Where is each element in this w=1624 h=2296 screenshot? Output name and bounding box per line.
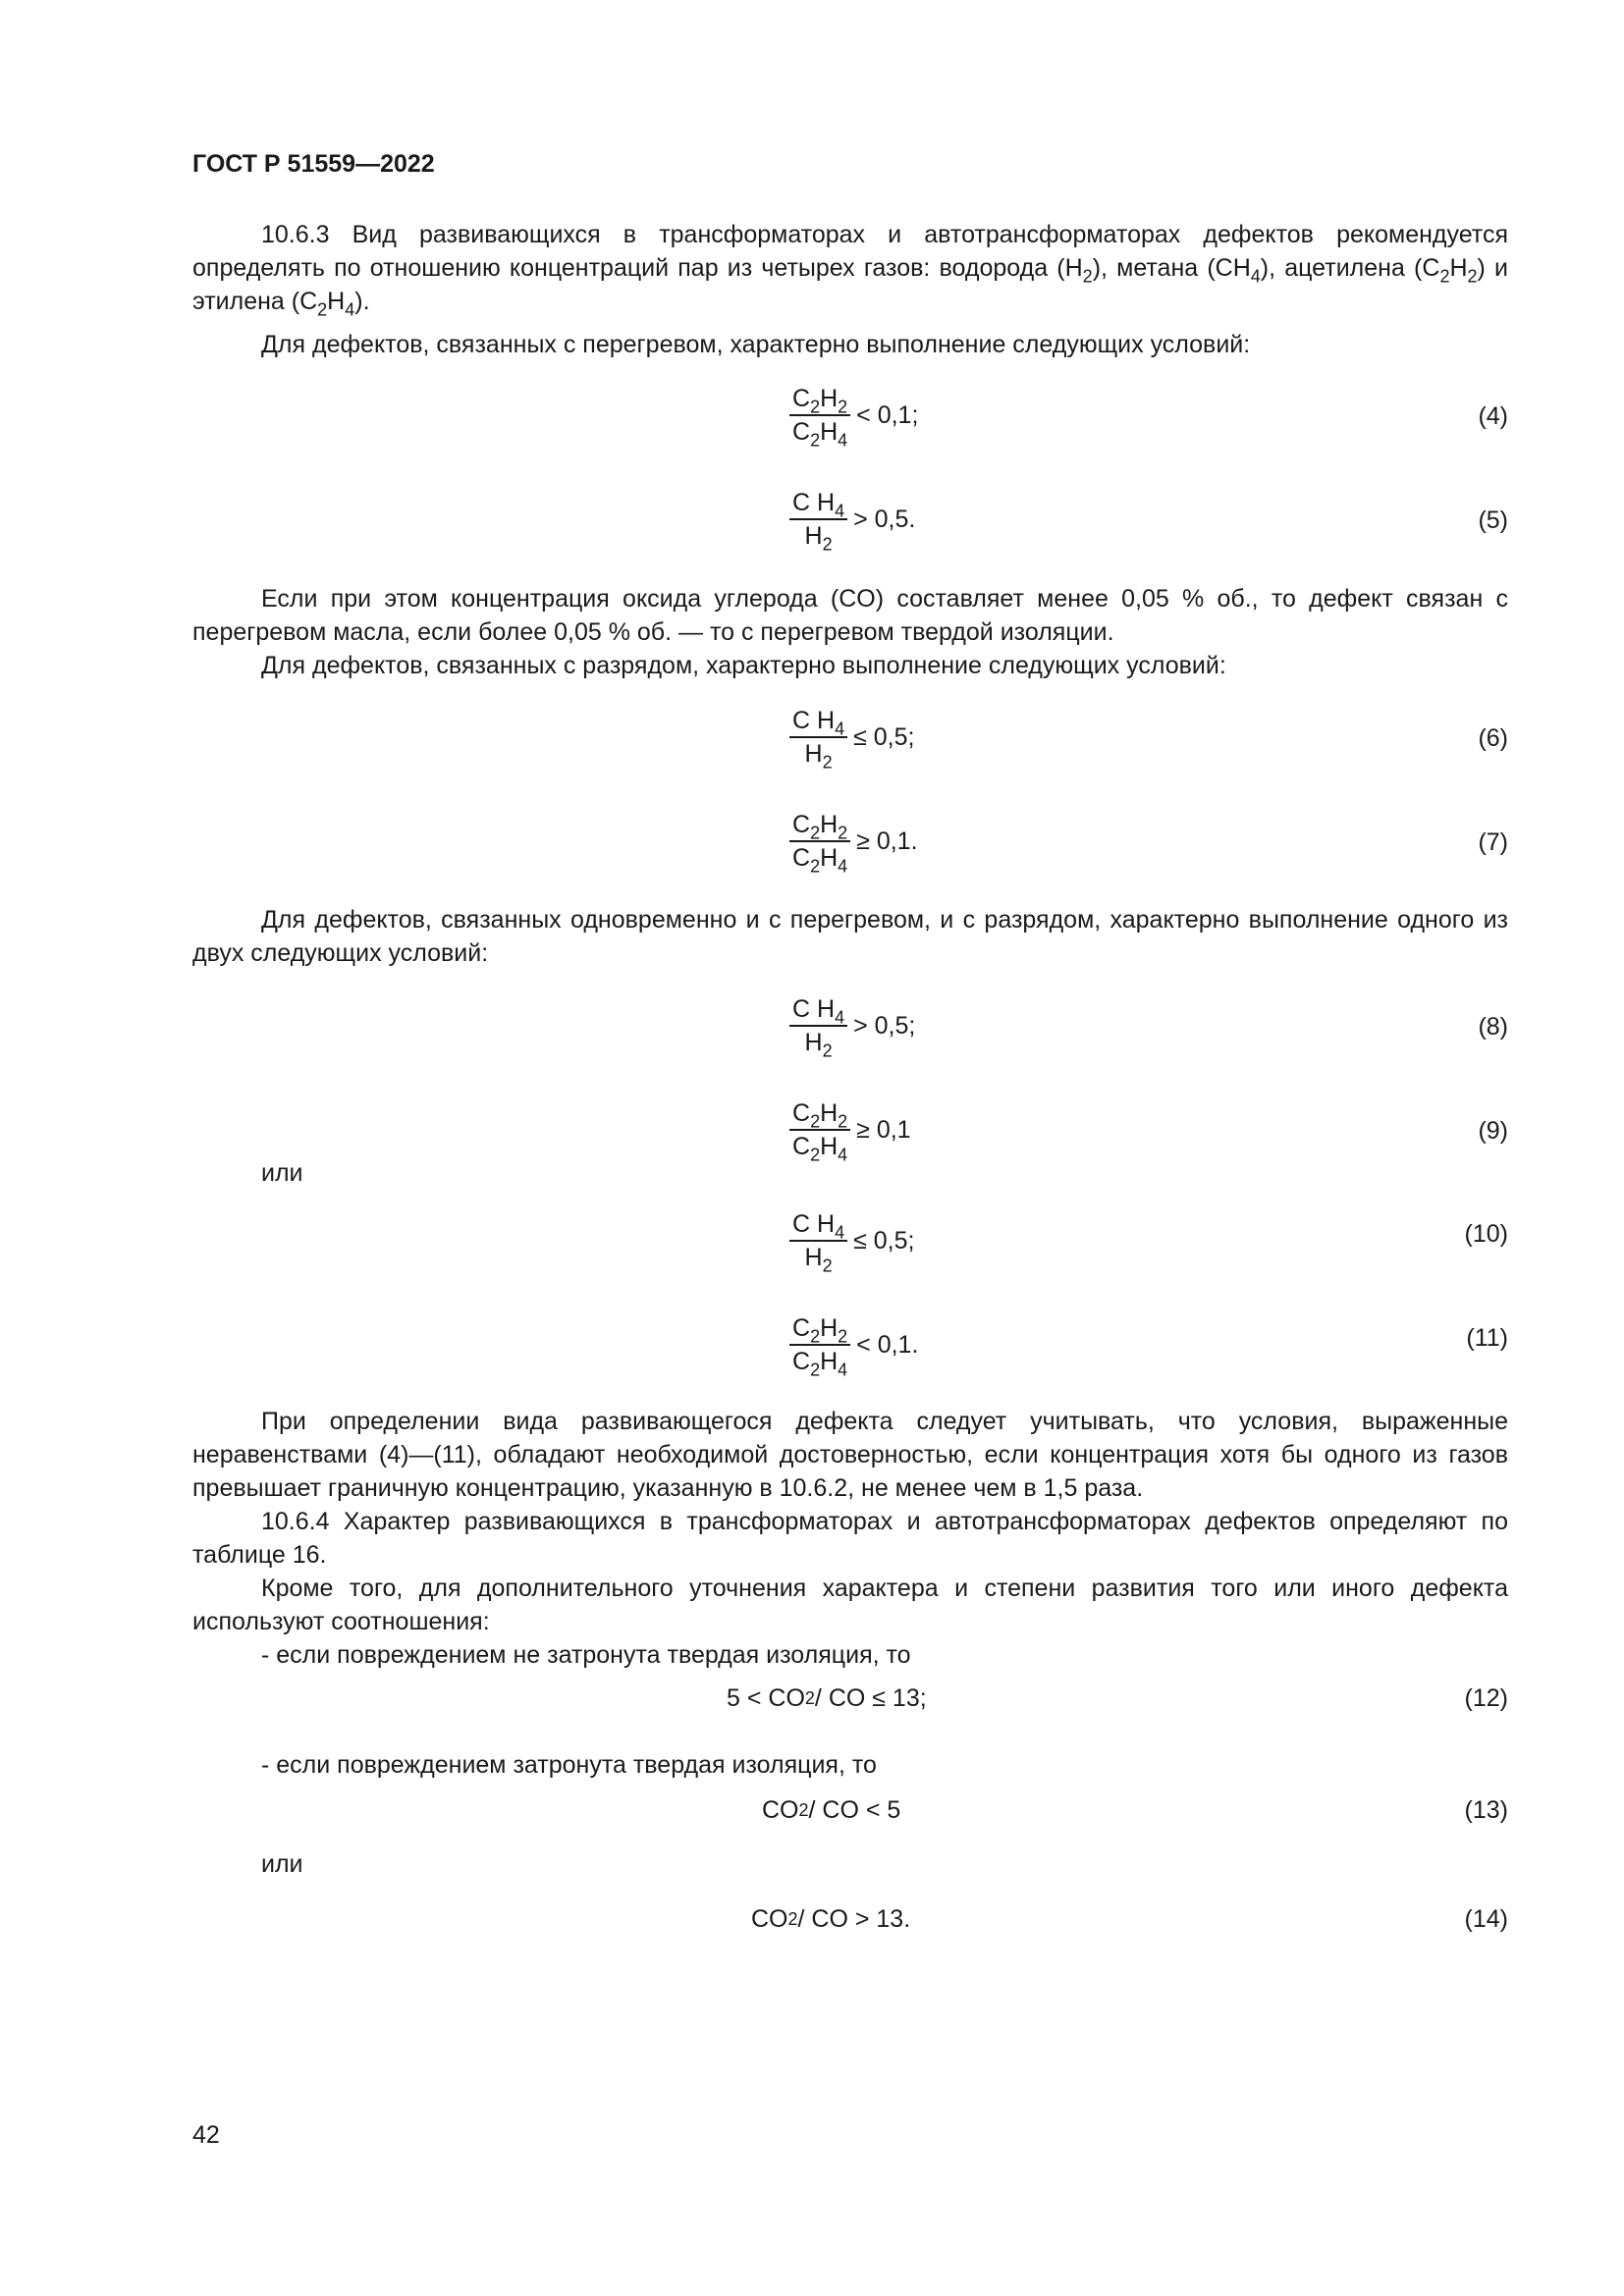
discharge-conditions-intro: Для дефектов, связанных с разрядом, характерно выполнение следующих условий:: [261, 652, 1226, 679]
page-number: 42: [192, 2121, 220, 2149]
formula-10: $\frac{C H_4}{H_2}$ ≤ 0,5;: [789, 1208, 914, 1273]
combined-conditions-intro: Для дефектов, связанных одновременно и с перегревом, и с разрядом, характерно выполнение одного из двух следующих условий:: [192, 906, 1508, 967]
carbon-monoxide-paragraph: Если при этом концентрация оксида углерода (CO) составляет менее 0,05 % об., то дефект связан с перегревом масла, если более 0,05 % об. — то с перегревом твердой изоляции.: [192, 585, 1508, 646]
fraction: $\frac{C_2H_2}{C_2H_4}$: [789, 1097, 850, 1162]
reliability-paragraph: При определении вида развивающегося дефекта следует учитывать, что условия, выраженные неравенствами (4)—(11), обладают необходимой достоверностью, если концентрация хотя бы одного из газов превышает граничную концентрацию, указанную в 10.6.2, не менее чем в 1,5 раза.: [192, 1408, 1508, 1502]
formula-9: $\frac{C_2H_2}{C_2H_4}$ ≥ 0,1: [789, 1097, 911, 1162]
equation-number-5: (5): [1478, 507, 1508, 534]
formula-13: CO 2 / CO < 5: [762, 1796, 901, 1824]
fraction: $\frac{C_2H_2}{C_2H_4}$: [789, 383, 850, 448]
equation-number-6: (6): [1478, 724, 1508, 752]
fraction: $\frac{C H_4}{H_2}$: [789, 487, 847, 552]
fraction: $\frac{C H_4}{H_2}$: [789, 705, 847, 770]
formula-7: $\frac{C_2H_2}{C_2H_4}$ ≥ 0,1.: [789, 809, 918, 874]
overheat-conditions-intro: Для дефектов, связанных с перегревом, характерно выполнение следующих условий:: [261, 331, 1251, 358]
formula-12: 5 < CO 2 / CO ≤ 13;: [727, 1684, 927, 1712]
fraction: $\frac{C H_4}{H_2}$: [789, 993, 847, 1058]
equation-number-7: (7): [1478, 828, 1508, 856]
formula-4: $\frac{C_2H_2}{C_2H_4}$ < 0,1;: [789, 383, 918, 448]
or-connector-2: или: [261, 1850, 303, 1878]
bullet-solid-insulation: - если повреждением затронута твердая изоляция, то: [261, 1751, 877, 1779]
additional-ratios-paragraph: Кроме того, для дополнительного уточнения характера и степени развития того или иного дефекта используют соотношения:: [192, 1575, 1508, 1635]
formula-5: $\frac{C H_4}{H_2}$ > 0,5.: [789, 487, 915, 552]
formula-11: $\frac{C_2H_2}{C_2H_4}$ < 0,1.: [789, 1312, 918, 1377]
formula-8: $\frac{C H_4}{H_2}$ > 0,5;: [789, 993, 915, 1058]
fraction: $\frac{C H_4}{H_2}$: [789, 1208, 847, 1273]
equation-number-13: (13): [1464, 1796, 1508, 1824]
equation-number-8: (8): [1478, 1013, 1508, 1041]
fraction: $\frac{C_2H_2}{C_2H_4}$: [789, 809, 850, 874]
equation-number-14: (14): [1464, 1905, 1508, 1933]
equation-number-9: (9): [1478, 1117, 1508, 1145]
fraction: $\frac{C_2H_2}{C_2H_4}$: [789, 1312, 850, 1377]
formula-6: $\frac{C H_4}{H_2}$ ≤ 0,5;: [789, 705, 914, 770]
paragraph-10-6-4: 10.6.4 Характер развивающихся в трансформаторах и автотрансформаторах дефектов определяют по таблице 16.: [192, 1508, 1508, 1569]
paragraph-10-6-3: 10.6.3 Вид развивающихся в трансформаторах и автотрансформаторах дефектов рекомендуется определять по отношению концентраций пар из четырех газов: водорода $(H_2)$, метана $(CH_4)$, ацетилена $(C_2H_2)$ и этилена $(C_2H_4)$.: [192, 221, 1508, 320]
equation-number-4: (4): [1478, 402, 1508, 430]
formula-14: CO 2 / CO > 13.: [751, 1905, 911, 1933]
standard-header: ГОСТ Р 51559—2022: [192, 150, 435, 178]
equation-number-11: (11): [1466, 1324, 1508, 1352]
bullet-no-solid-insulation: - если повреждением не затронута твердая изоляция, то: [261, 1641, 911, 1669]
or-connector: или: [261, 1159, 303, 1187]
equation-number-12: (12): [1464, 1684, 1508, 1712]
equation-number-10: (10): [1464, 1220, 1508, 1248]
